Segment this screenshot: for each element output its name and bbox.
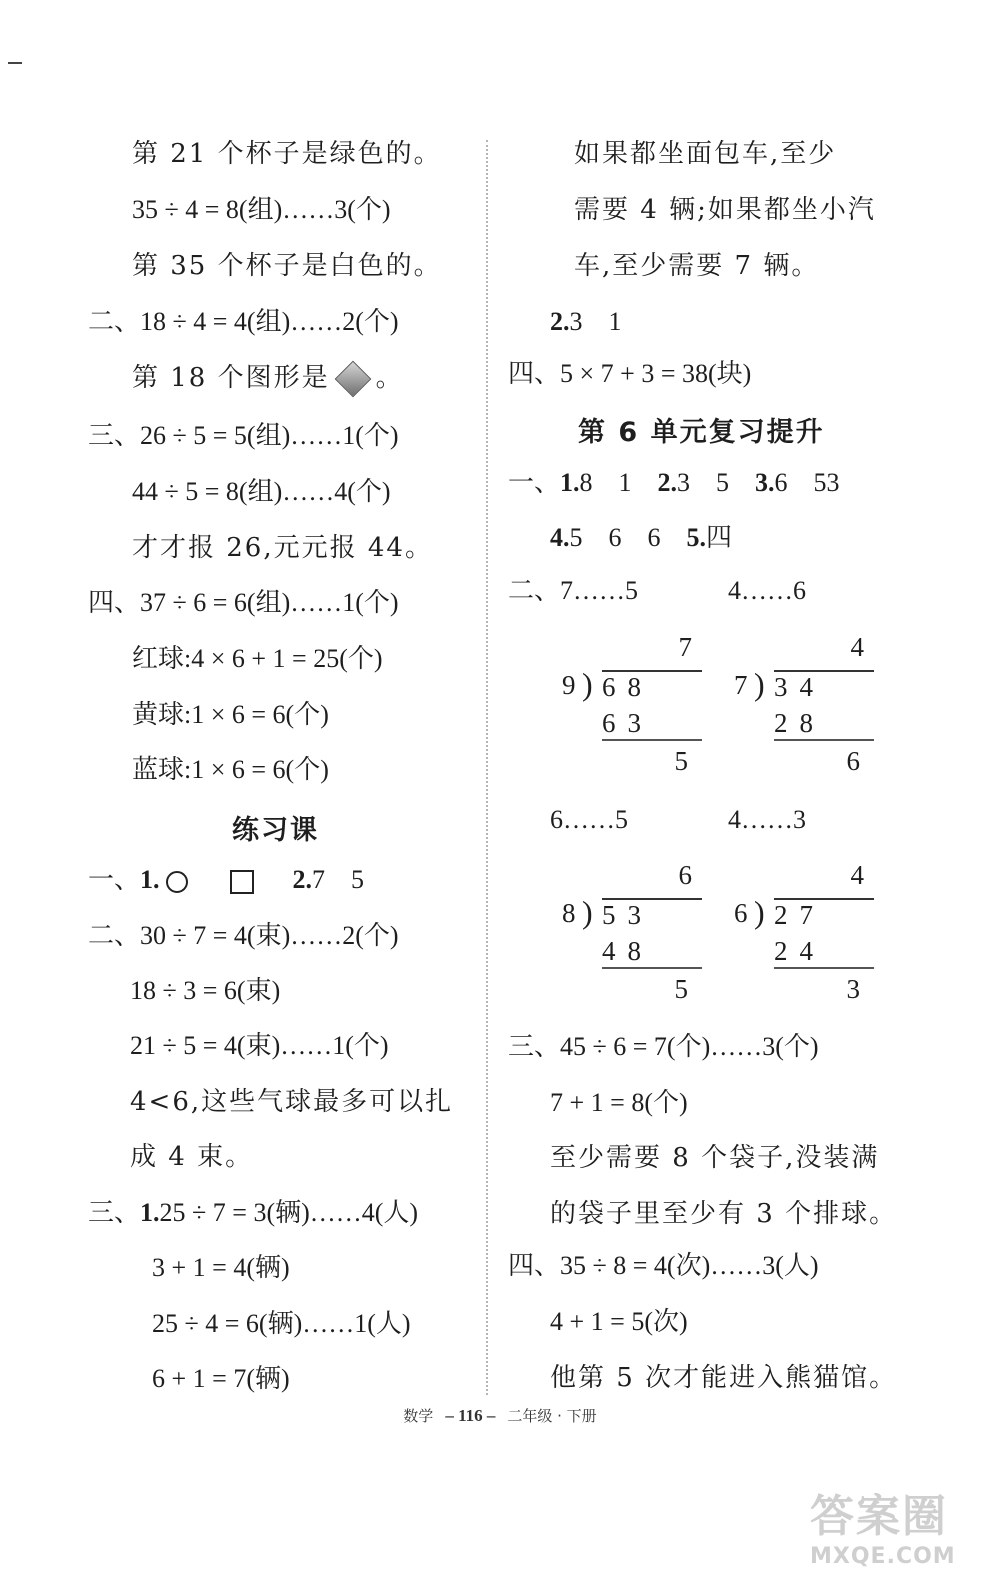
remainder: 5 <box>674 746 688 776</box>
dividend: 68 <box>602 670 702 703</box>
quotient: 6 <box>678 860 692 890</box>
corner-mark <box>8 62 22 64</box>
line-bags-1: 至少需要 8 个袋子,没装满 <box>550 1143 880 1173</box>
sub-number: 3. <box>755 468 775 497</box>
answer: 6 53 <box>774 468 840 497</box>
remainder: 3 <box>846 974 860 1004</box>
r-q4-line: 四、5 × 7 + 3 = 38(块) <box>508 359 752 388</box>
sub-number: 1. <box>560 468 580 497</box>
section-heading-practice: 练习课 <box>232 815 319 846</box>
divisor: 9 <box>562 670 576 700</box>
divisor: 6 <box>734 898 748 928</box>
sub-number: 1. <box>140 1198 160 1227</box>
line-4-plus-1: 4 + 1 = 5(次) <box>550 1307 688 1336</box>
line-report: 才才报 26,元元报 44。 <box>132 533 433 563</box>
line-panda: 他第 5 次才能进入熊猫馆。 <box>550 1363 898 1393</box>
sub-number: 4. <box>550 523 570 552</box>
division-bracket: ) <box>582 894 593 930</box>
division-bracket: ) <box>582 666 593 702</box>
unit6-q1-cont <box>550 520 732 556</box>
division-bracket: ) <box>754 666 765 702</box>
line-44-div-5: 44 ÷ 5 = 8(组)……4(个) <box>132 477 391 506</box>
q2-sub <box>550 304 622 340</box>
sub-number: 2. <box>657 468 678 497</box>
line-shape-18 <box>132 360 404 396</box>
unit6-q2-a: 二、7……5 <box>508 576 639 605</box>
section-heading-unit6: 第 6 单元复习提升 <box>578 417 825 448</box>
product: 28 <box>774 708 874 741</box>
line-shape-18-period: 。 <box>375 363 404 393</box>
watermark-en: MXQE.COM <box>810 1544 956 1569</box>
product: 24 <box>774 936 874 969</box>
line-red-ball: 红球:4 × 6 + 1 = 25(个) <box>132 644 383 673</box>
q3-line: 三、26 ÷ 5 = 5(组)……1(个) <box>88 421 399 450</box>
practice-q3 <box>88 1195 418 1231</box>
line-balloons: 4<6,这些气球最多可以扎 <box>130 1087 454 1117</box>
long-division-2 <box>734 632 874 792</box>
remainder: 6 <box>846 746 860 776</box>
practice-q1 <box>88 862 364 898</box>
line-21-div-5: 21 ÷ 5 = 4(束)……1(个) <box>130 1031 389 1060</box>
line-yellow-ball: 黄球:1 × 6 = 6(个) <box>132 700 329 729</box>
product: 48 <box>602 936 702 969</box>
q-number: 三、 <box>88 1198 141 1227</box>
quotient: 7 <box>678 632 692 662</box>
long-division-4 <box>734 860 874 1020</box>
unit6-q1 <box>508 465 840 501</box>
line-shape-18-text: 第 18 个图形是 <box>132 363 330 393</box>
unit6-q2-d: 4……3 <box>728 805 806 834</box>
answer: 3 1 <box>569 307 622 336</box>
line-bags-2: 的袋子里至少有 3 个排球。 <box>550 1199 898 1229</box>
page-footer <box>0 1405 1000 1426</box>
line-cup-21: 第 21 个杯子是绿色的。 <box>132 139 442 169</box>
dividend: 34 <box>774 670 874 703</box>
quotient: 4 <box>850 632 864 662</box>
product: 63 <box>602 708 702 741</box>
division-bracket: ) <box>754 894 765 930</box>
line-bus-1: 如果都坐面包车,至少 <box>574 139 837 169</box>
long-division-1 <box>562 632 702 792</box>
divisor: 7 <box>734 670 748 700</box>
q2-line: 二、18 ÷ 4 = 4(组)……2(个) <box>88 307 399 336</box>
line-blue-ball: 蓝球:1 × 6 = 6(个) <box>132 755 329 784</box>
line-18-div-3: 18 ÷ 3 = 6(束) <box>130 976 281 1005</box>
diamond-icon <box>334 361 371 398</box>
line-6-plus-1: 6 + 1 = 7(辆) <box>152 1364 290 1393</box>
answer: 3 5 <box>677 468 756 497</box>
unit6-q3: 三、45 ÷ 6 = 7(个)……3(个) <box>508 1032 819 1061</box>
footer-subject: 数学 <box>403 1407 434 1425</box>
page-number: – 116 – <box>445 1406 496 1425</box>
answer: 5 6 6 <box>569 523 687 552</box>
line-bus-3: 车,至少需要 7 辆。 <box>574 251 820 281</box>
sub-number: 2. <box>292 865 313 894</box>
line-25-div-4: 25 ÷ 4 = 6(辆)……1(人) <box>152 1309 411 1338</box>
line-balloons-cont: 成 4 束。 <box>130 1142 254 1172</box>
watermark-logo <box>810 1480 990 1575</box>
line-3-plus-1: 3 + 1 = 4(辆) <box>152 1253 290 1282</box>
practice-q2: 二、30 ÷ 7 = 4(束)……2(个) <box>88 921 399 950</box>
line-7-plus-1: 7 + 1 = 8(个) <box>550 1088 688 1117</box>
sub-number: 1. <box>140 865 160 894</box>
q4-line: 四、37 ÷ 6 = 6(组)……1(个) <box>88 588 399 617</box>
column-divider <box>486 140 488 1395</box>
circle-icon <box>166 871 188 893</box>
q-number: 一、 <box>88 865 141 894</box>
answer: 25 ÷ 7 = 3(辆)……4(人) <box>159 1198 419 1227</box>
remainder: 5 <box>674 974 688 1004</box>
dividend: 53 <box>602 898 702 931</box>
long-division-3 <box>562 860 702 1020</box>
footer-grade: 二年级 · 下册 <box>507 1407 597 1425</box>
answer: 7 5 <box>312 865 365 894</box>
line-cup-35: 第 35 个杯子是白色的。 <box>132 251 442 281</box>
sub-number: 2. <box>550 307 570 336</box>
line-35-div-4: 35 ÷ 4 = 8(组)……3(个) <box>132 195 391 224</box>
square-icon <box>230 870 254 894</box>
quotient: 4 <box>850 860 864 890</box>
q-number: 一、 <box>508 468 561 497</box>
watermark-cn: 答案圈 <box>810 1491 948 1542</box>
sub-number: 5. <box>686 523 707 552</box>
unit6-q2-c: 6……5 <box>550 805 628 834</box>
answer: 8 1 <box>579 468 658 497</box>
unit6-q2-b: 4……6 <box>728 576 806 605</box>
line-bus-2: 需要 4 辆;如果都坐小汽 <box>574 195 876 225</box>
dividend: 27 <box>774 898 874 931</box>
answer: 四 <box>706 523 733 552</box>
divisor: 8 <box>562 898 576 928</box>
unit6-q4: 四、35 ÷ 8 = 4(次)……3(人) <box>508 1251 819 1280</box>
